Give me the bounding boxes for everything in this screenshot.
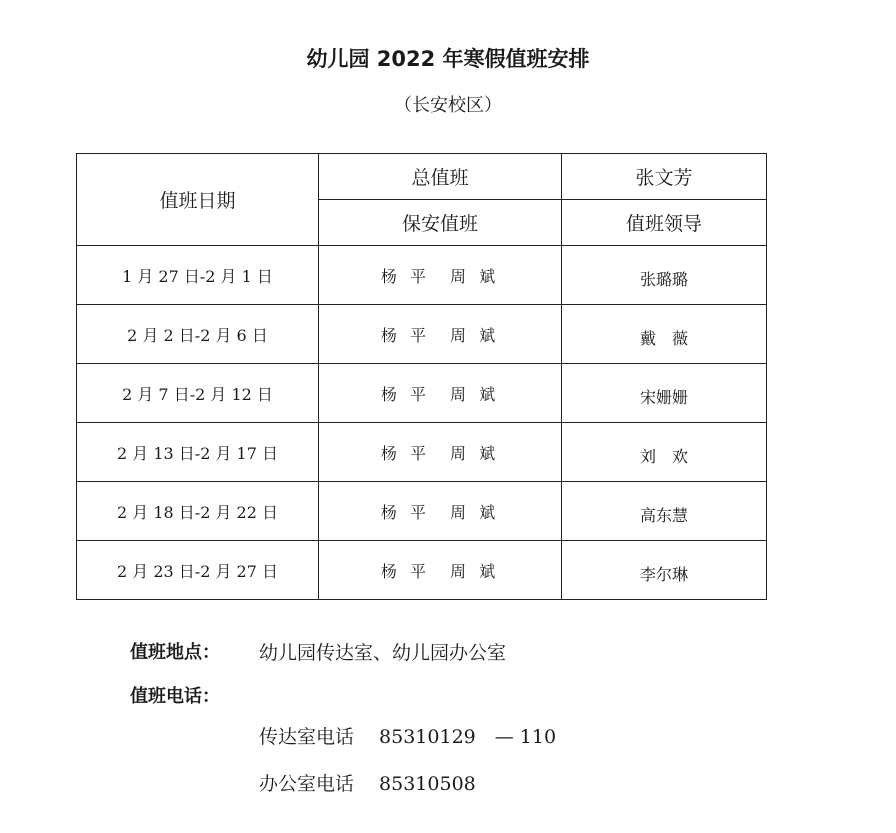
header-general-duty: 总值班 bbox=[319, 154, 562, 200]
table-row bbox=[77, 246, 767, 305]
row-leader: 刘 欢 bbox=[562, 423, 767, 482]
row-date: 2 月 23 日-2 月 27 日 bbox=[77, 541, 319, 600]
row-date: 2 月 2 日-2 月 6 日 bbox=[77, 305, 319, 364]
phone-label: 值班电话： bbox=[130, 686, 220, 707]
duty-schedule-table bbox=[76, 153, 767, 600]
header-general-duty-name: 张文芳 bbox=[562, 154, 767, 200]
row-security: 杨 平 周 斌 bbox=[319, 423, 562, 482]
row-security: 杨 平 周 斌 bbox=[319, 482, 562, 541]
row-leader: 宋姗姗 bbox=[562, 364, 767, 423]
table-row bbox=[77, 541, 767, 600]
row-leader: 张璐璐 bbox=[562, 246, 767, 305]
location-value: 幼儿园传达室、幼儿园办公室 bbox=[259, 642, 507, 664]
table-row bbox=[77, 482, 767, 541]
row-security: 杨 平 周 斌 bbox=[319, 305, 562, 364]
row-leader: 李尔琳 bbox=[562, 541, 767, 600]
location-label: 值班地点： bbox=[130, 642, 220, 663]
row-date: 2 月 7 日-2 月 12 日 bbox=[77, 364, 319, 423]
row-date: 1 月 27 日-2 月 1 日 bbox=[77, 246, 319, 305]
phone-line-office: 办公室电话 85310508 bbox=[259, 773, 476, 795]
row-security: 杨 平 周 斌 bbox=[319, 246, 562, 305]
phone-line-reception: 传达室电话 85310129 — 110 bbox=[259, 726, 557, 748]
table-row bbox=[77, 423, 767, 482]
page-title: 幼儿园 2022 年寒假值班安排 bbox=[306, 47, 590, 71]
table-row bbox=[77, 364, 767, 423]
row-date: 2 月 13 日-2 月 17 日 bbox=[77, 423, 319, 482]
header-security: 保安值班 bbox=[319, 200, 562, 246]
header-date: 值班日期 bbox=[77, 154, 319, 246]
header-leader: 值班领导 bbox=[562, 200, 767, 246]
table-row bbox=[77, 305, 767, 364]
row-security: 杨 平 周 斌 bbox=[319, 541, 562, 600]
row-security: 杨 平 周 斌 bbox=[319, 364, 562, 423]
row-date: 2 月 18 日-2 月 22 日 bbox=[77, 482, 319, 541]
page-subtitle: （长安校区） bbox=[394, 95, 502, 116]
row-leader: 戴 薇 bbox=[562, 305, 767, 364]
row-leader: 高东慧 bbox=[562, 482, 767, 541]
